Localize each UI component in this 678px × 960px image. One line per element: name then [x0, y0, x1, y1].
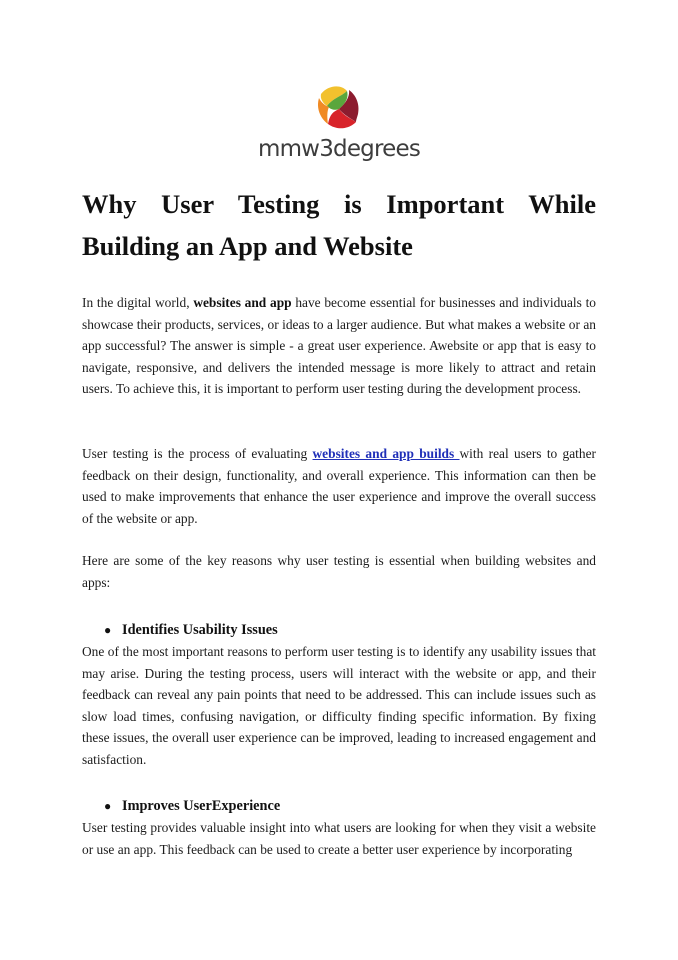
brand-logo	[0, 84, 678, 162]
page-title: Why User Testing is Important While Building an App and Website	[82, 189, 596, 261]
definition-text-rest: with real users to gather feedback on their design, functionality, and overall experience. This information can then be used to make improvements that enhance the user experience and improve the overall success of the website or app.	[82, 446, 597, 526]
intro-bold-phrase: websites and app	[193, 295, 292, 310]
reasons-intro-paragraph: Here are some of the key reasons why user testing is essential when building websites and apps:	[82, 553, 596, 590]
definition-text-start: User testing is the process of evaluating	[82, 446, 313, 461]
bullet-icon: ●	[104, 799, 112, 813]
section-heading-usability	[104, 620, 584, 640]
bullet-icon: ●	[104, 623, 112, 637]
logo-wordmark: mmw3degrees	[257, 136, 421, 162]
section-heading-user-experience	[104, 796, 584, 816]
websites-app-builds-link[interactable]: websites and app builds	[312, 446, 460, 461]
intro-text-start: In the digital world,	[82, 295, 194, 310]
section-heading-text: Improves UserExperience	[122, 798, 281, 814]
section-body-usability: One of the most important reasons to perform user testing is to identify any usability issues that may arise. During the testing process, users will interact with the website or app, and their feedback can reveal any pain points that need to be addressed. This can include issues such as slow load times, confusing navigation, or difficulty finding specific information. By fixing these issues, the overall user experience can be improved, leading to increased engagement and satisfaction.	[82, 644, 596, 767]
section-body-user-experience: User testing provides valuable insight into what users are looking for when they visit a website or use an app. This feedback can be used to create a better user experience by incorporating	[82, 820, 596, 857]
intro-paragraph	[82, 292, 596, 400]
section-heading-text: Identifies Usability Issues	[122, 622, 278, 638]
intro-text-rest: have become essential for businesses and individuals to showcase their products, services, or ideas to a larger audience. But what makes a website or an app successful? The answer is simple - a great user experience. Awebsite or app that is easy to navigate, responsive, and delivers the intended message is more likely to attract and retain users. To achieve this, it is important to perform user testing during the development process.	[82, 295, 596, 397]
definition-paragraph	[82, 443, 596, 529]
logo-mark-icon	[314, 84, 364, 132]
